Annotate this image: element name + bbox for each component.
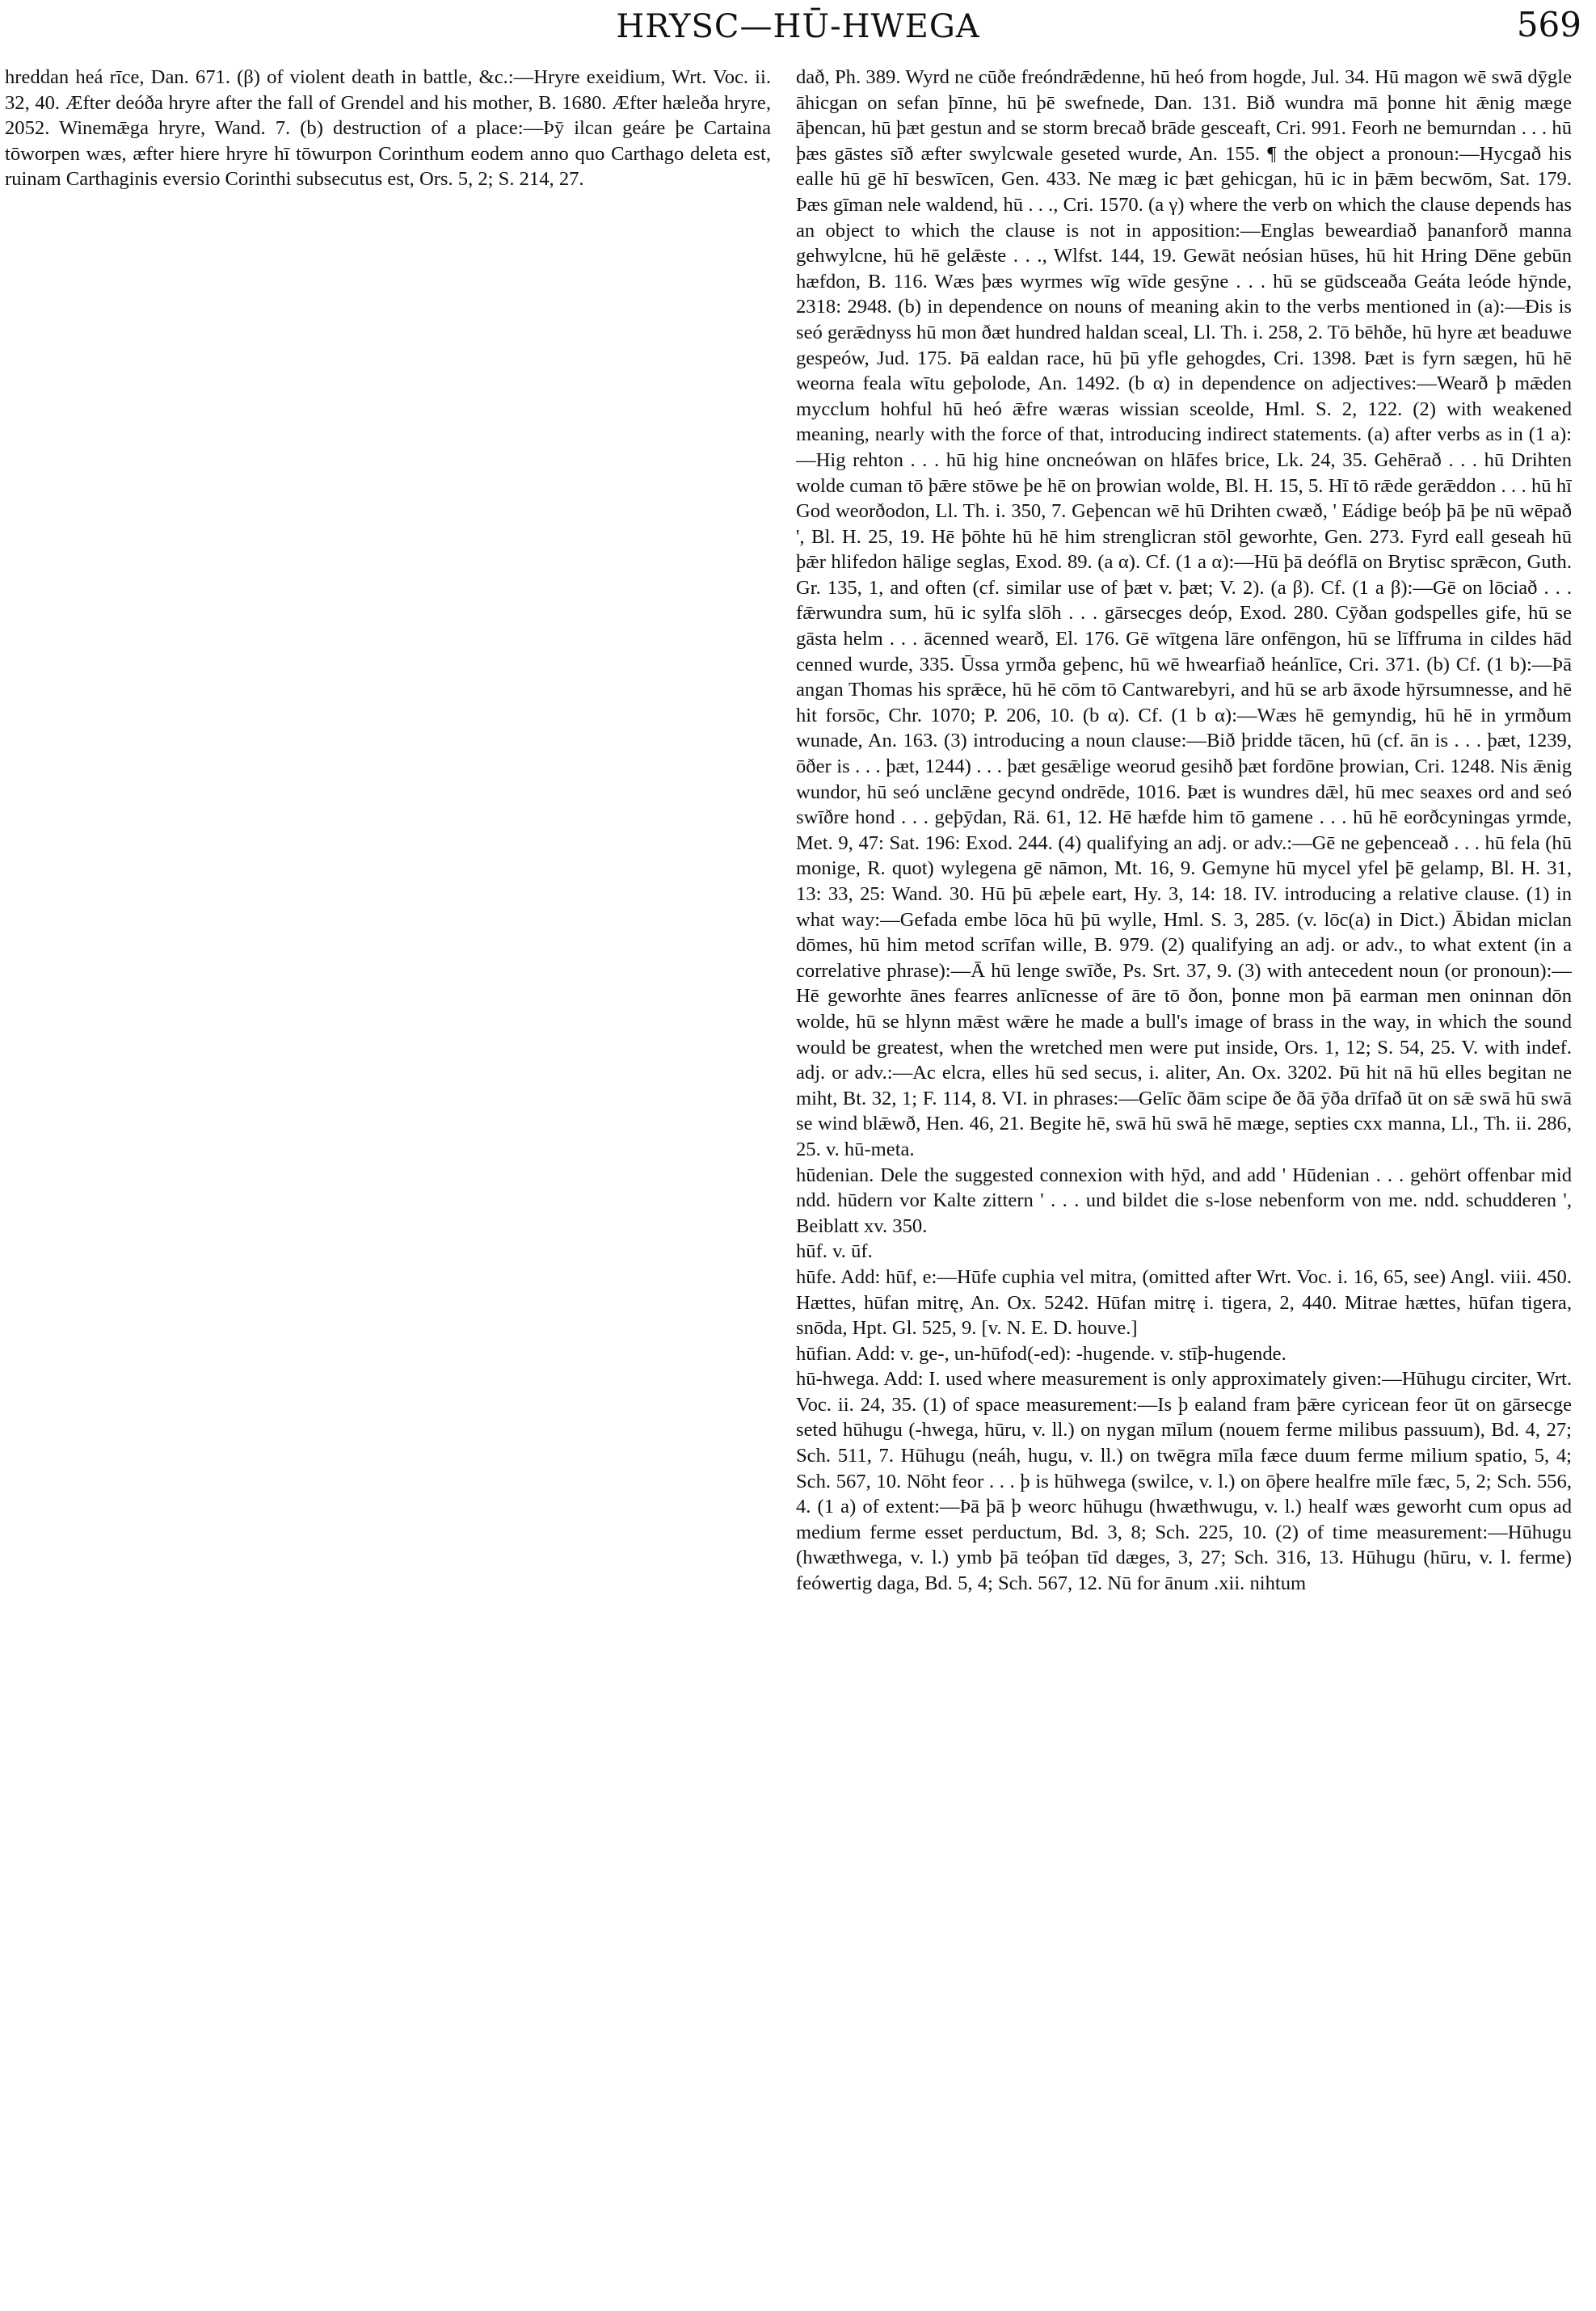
dictionary-entry: hū-hwega. Add: I. used where measurement is only approximately given:—Hūhugu circiter, Wrt. Voc. ii. 24, 35. (1) of space measurement:—Is þ ealand fram þǣre cyricean feor ūt on gārsecge seted hūhugu (-hwega, hūru, v. ll.) on nygan mīlum (nouem ferme milibus passuum), Bd. 4, 27; Sch. 511, 7. Hūhugu (neáh, hugu, v. ll.) on twēgra mīla fæce duum ferme milium spatio, 5, 4; Sch. 567, 10. Nōht feor . . . þ is hūhwega (swilce, v. l.) on ōþere healfre mīle fæc, 5, 2; Sch. 556, 4. (1 a) of extent:—Þā þā þ weorc hūhugu (hwæthwugu, v. l.) healf wæs geworht cum opus ad medium ferme esset perductum, Bd. 3, 8; Sch. 225, 10. (2) of time measurement:—Hūhugu (hwæthwega, v. l.) ymb þā teóþan tīd dæges, 3, 27; Sch. 316, 13. Hūhugu (hūru, v. l. ferme) feówertig daga, Bd. 5, 4; Sch. 567, 12. Nū for ānum .xii. nihtum: [796, 1368, 1572, 1595]
right-column: [796, 65, 1572, 2303]
dictionary-entry: hūfian. Add: v. ge-, un-hūfod(-ed): -hugende. v. stīþ-hugende.: [796, 1342, 1286, 1365]
page-number: 569: [1516, 5, 1581, 44]
running-head: HRYSC—HŪ-HWEGA: [616, 8, 980, 45]
dictionary-entry: hūf. v. ūf.: [796, 1240, 873, 1263]
text-block: dað, Ph. 389. Wyrd ne cūðe freóndrǣdenne, hū heó from hogde, Jul. 34. Hū magon wē swā dȳgle āhicgan on sefan þīnne, hū þē swefnede, Dan. 131. Bið wundra mā þonne hit ǣnig mæge āþencan, hū þæt gestun and se storm brecað brāde gesceaft, Cri. 991. Feorh ne bemurndan . . . hū þæs gāstes sīð æfter swylcwale geseted wurde, An. 155. ¶ the object a pronoun:—Hycgað his ealle hū gē hī beswīcen, Gen. 433. Ne mæg ic þæt gehicgan, hū ic in þǣm becwōm, Sat. 179. Þæs gīman nele waldend, hū . . ., Cri. 1570. (a γ) where the verb on which the clause depends has an object to which the clause is not in apposition:—Englas beweardiað þananforð manna gehwylcne, hū hē gelǣste . . ., Wlfst. 144, 19. Gewāt neósian hūses, hū hit Hring Dēne gebūn hæfdon, B. 116. Wæs þæs wyrmes wīg wīde gesȳne . . . hū se gūdsceaða Geáta leóde hȳnde, 2318: 2948. (b) in dependence on nouns of meaning akin to the verbs mentioned in (a):—Ðis is seó gerǣdnyss hū mon ðæt hundred haldan sceal, Ll. Th. i. 258, 2. Tō bēhðe, hū hyre æt beaduwe gespeów, Jud. 175. Þā ealdan race, hū þū yfle gehogdes, Cri. 1398. Þæt is fyrn sægen, hū hē weorna feala wītu geþolode, An. 1492. (b α) in dependence on adjectives:—Wearð þ mǣden mycclum hohful hū heó ǣfre wæras wissian sceolde, Hml. S. 2, 122. (2) with weakened meaning, nearly with the force of that, introducing indirect statements. (a) after verbs as in (1 a):—Hig rehton . . . hū hig hine oncneówan on hlāfes brice, Lk. 24, 35. Gehērað . . . hū Drihten wolde cuman tō þǣre stōwe þe hē on þrowian wolde, Bl. H. 15, 5. Hī tō rǣde gerǣddon . . . hū hī God weorðodon, Ll. Th. i. 350, 7. Geþencan wē hū Drihten cwæð, ' Eádige beóþ þā þe nū wēpað ', Bl. H. 25, 19. Hē þōhte hū hē him strenglicran stōl geworhte, Gen. 273. Fyrd eall geseah hū þǣr hlifedon hālige seglas, Exod. 89. (a α). Cf. (1 a α):—Hū þā deóflā on Brytisc sprǣcon, Guth. Gr. 135, 1, and often (cf. similar use of þæt v. þæt; V. 2). (a β). Cf. (1 a β):—Gē on lōciað . . . fǣrwundra sum, hū ic sylfa slōh . . . gārsecges deóp, Exod. 280. Cȳðan godspelles gife, hū se gāsta helm . . . ācenned wearð, El. 176. Gē wītgena lāre onfēngon, hū se līffruma in cildes hād cenned wurde, 335. Ūssa yrmða geþenc, hū wē hwearfiað heánlīce, Cri. 371. (b) Cf. (1 b):—Þā angan Thomas his sprǣce, hū hē cōm tō Cantwarebyri, and hū se arb āxode hȳrsumnesse, and hē hit forsōc, Chr. 1070; P. 206, 10. (b α). Cf. (1 b α):—Wæs hē gemyndig, hū hē in yrmðum wunade, An. 163. (3) introducing a noun clause:—Bið þridde tācen, hū (cf. ān is . . . þæt, 1239, ōðer is . . . þæt, 1244) . . . þæt gesǣlige weorud gesihð þæt fordōne þrowian, Cri. 1248. Nis ǣnig wundor, hū seó unclǣne gecynd ondrēde, 1016. Þæt is wundres dǣl, hū mec seaxes ord and seó swīðre hond . . . geþȳdan, Rä. 61, 12. Hē hæfde him tō gamene . . . hū hē eorðcyningas yrmde, Met. 9, 47: Sat. 196: Exod. 244. (4) qualifying an adj. or adv.:—Gē ne geþenceað . . . hū fela (hū monige, R. quot) wylegena gē nāmon, Mt. 16, 9. Gemyne hū mycel yfel þē gelamp, Bl. H. 31, 13: 33, 25: Wand. 30. Hū þū æþele eart, Hy. 3, 14: 18. IV. introducing a relative clause. (1) in what way:—Gefada embe lōca hū þū wylle, Hml. S. 3, 285. (v. lōc(a) in Dict.) Ābidan miclan dōmes, hū him metod scrīfan wille, B. 979. (2) qualifying an adj. or adv., to what extent (in a correlative phrase):—Ā hū lenge swīðe, Ps. Srt. 37, 9. (3) with antecedent noun (or pronoun):—Hē geworhte ānes fearres anlīcnesse of āre tō ðon, þonne mon þā earman men oninnan dōn wolde, hū se hlynn mǣst wǣre he made a bull's image of brass in the way, in which the sound would be greatest, when the wretched men were put inside, Ors. 1, 12; S. 54, 25. V. with indef. adj. or adv.:—Ac elcra, elles hū sed secus, i. aliter, An. Ox. 3202. Þū hit nā hū elles begitan ne miht, Bt. 32, 1; F. 114, 8. VI. in phrases:—Gelīc ðām scipe ðe ðā ȳða drīfað ūt on sǣ swā hū swā se wind blǣwð, Hen. 46, 21. Begite hē, swā hū swā hē mæge, septies cxx manna, Ll., Th. ii. 286, 25. v. hū-meta.: [796, 66, 1572, 1160]
left-column: [5, 65, 771, 2303]
dictionary-entry: hūfe. Add: hūf, e:—Hūfe cuphia vel mitra, (omitted after Wrt. Voc. i. 16, 65, see) Angl. viii. 450. Hættes, hūfan mitrę, An. Ox. 5242. Hūfan mitrę i. tigera, 2, 440. Mitrae hættes, hūfan tigera, snōda, Hpt. Gl. 525, 9. [v. N. E. D. houve.]: [796, 1265, 1572, 1340]
text-block: hreddan heá rīce, Dan. 671. (β) of violent death in battle, &c.:—Hryre exeidium, Wrt. Voc. ii. 32, 40. Æfter deóða hryre after the fall of Grendel and his mother, B. 1680. Æfter hæleða hryre, 2052. Winemǣga hryre, Wand. 7. (b) destruction of a place:—Þȳ ilcan geáre þe Cartaina tōworpen wæs, æfter hiere hryre hī tōwurpon Corinthum eodem anno quo Carthago deleta est, ruinam Carthaginis eversio Corinthi subsecutus est, Ors. 5, 2; S. 214, 27.: [5, 66, 771, 191]
dictionary-entry: hūdenian. Dele the suggested connexion with hȳd, and add ' Hūdenian . . . gehört offenbar mid ndd. hūdern vor Kalte zittern ' . . . und bildet die s-lose nebenform von me. ndd. schudderen ', Beiblatt xv. 350.: [796, 1164, 1572, 1237]
